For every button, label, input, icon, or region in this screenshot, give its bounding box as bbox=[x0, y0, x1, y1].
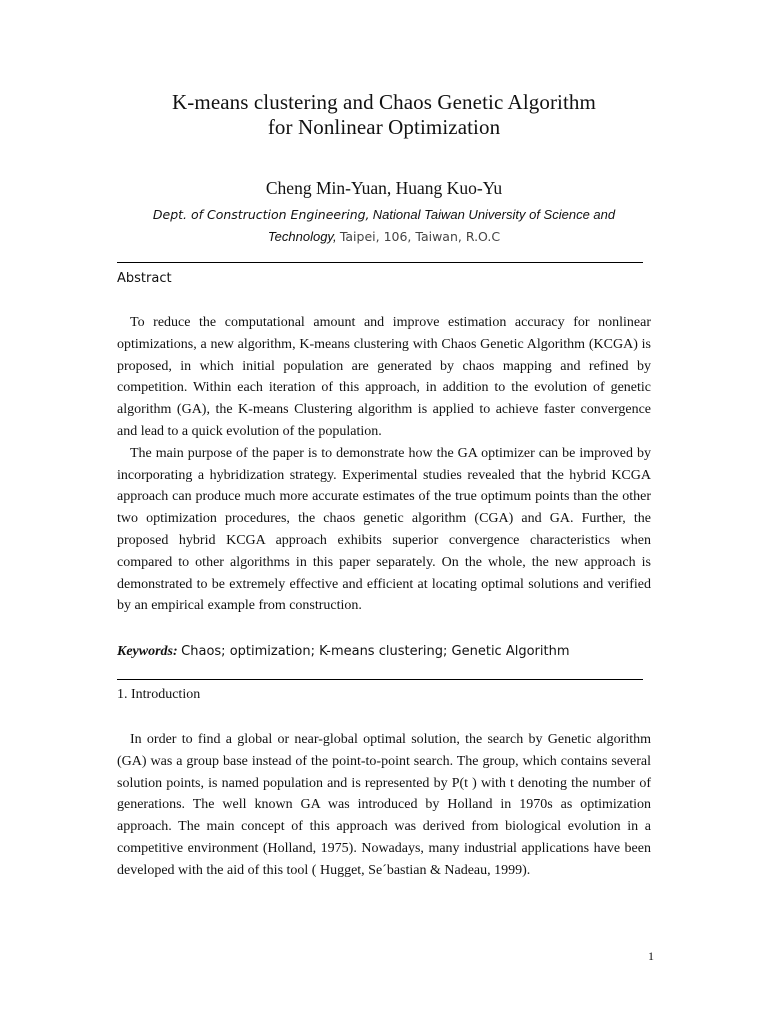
keywords bbox=[117, 641, 651, 663]
page-number: 1 bbox=[648, 949, 654, 963]
affiliation bbox=[118, 204, 650, 248]
abstract-paragraph: To reduce the computational amount and improve estimation accuracy for nonlinear optimizations, a new algorithm, K-means clustering with Chaos Genetic Algorithm (KCGA) is proposed, in which initial population are generated by chaos mapping and refined by competition. Within each iteration of this approach, in addition to the evolution of genetic algorithm (GA), the K-means Clustering algorithm is applied to achieve faster convergence and lead to a quick evolution of the population. bbox=[117, 315, 651, 439]
keywords-label: Keywords: bbox=[117, 644, 178, 659]
introduction-paragraph: In order to find a global or near-global optimal solution, the search by Genetic algorithm (GA) was a group base instead of the point-to-point search. The group, which contains several solution points, is named population and is represented by P(t ) with t denoting the number of generations. The well known GA was introduced by Holland in 1970s as optimization approach. The main concept of this approach was derived from biological evolution in a competitive environment (Holland, 1975). Nowadays, many industrial applications have been developed with the aid of this tool ( Hugget, Se´bastian & Nadeau, 1999). bbox=[117, 732, 651, 878]
affiliation-university-cont: Technology, bbox=[267, 229, 337, 244]
keywords-text: Chaos; optimization; K-means clustering; Genetic Algorithm bbox=[181, 644, 570, 659]
introduction-body bbox=[117, 729, 651, 882]
affiliation-dept: Dept. of Construction Engineering, bbox=[152, 207, 370, 222]
divider-bottom bbox=[117, 679, 643, 680]
title-line-2: for Nonlinear Optimization bbox=[267, 115, 501, 139]
abstract-heading: Abstract bbox=[117, 271, 172, 286]
title-line-1: K-means clustering and Chaos Genetic Algorithm bbox=[172, 90, 596, 114]
affiliation-university: National Taiwan University of Science and bbox=[372, 207, 616, 222]
abstract-body bbox=[117, 312, 651, 617]
divider-top bbox=[117, 262, 643, 263]
authors: Cheng Min-Yuan, Huang Kuo-Yu bbox=[265, 178, 503, 198]
affiliation-location: Taipei, 106, Taiwan, R.O.C bbox=[339, 229, 501, 244]
paper-title bbox=[0, 90, 768, 140]
section-heading-introduction: 1. Introduction bbox=[117, 687, 201, 702]
abstract-paragraph: The main purpose of the paper is to demonstrate how the GA optimizer can be improved by incorporating a hybridization strategy. Experimental studies revealed that the hybrid KCGA approach can produce much more accurate estimates of the true optimum points than the other two optimization procedures, the chaos genetic algorithm (CGA) and GA. Further, the proposed hybrid KCGA approach exhibits superior convergence characteristics when compared to other algorithms in this paper separately. On the whole, the new approach is demonstrated to be extremely effective and efficient at locating optimal solutions and verified by an empirical example from construction. bbox=[117, 445, 651, 614]
